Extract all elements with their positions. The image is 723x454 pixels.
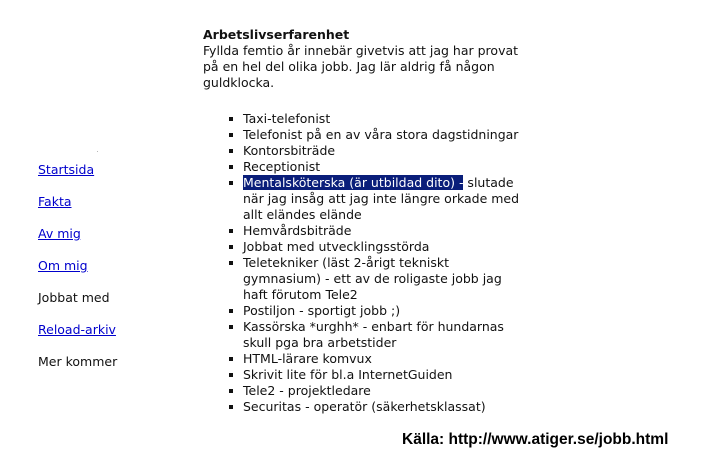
list-item (227, 239, 527, 255)
list-item (227, 127, 527, 143)
list-item (227, 367, 527, 383)
list-item (227, 159, 527, 175)
bullet-icon (229, 133, 233, 137)
list-item (227, 111, 527, 127)
list-item (227, 175, 527, 223)
list-item-text: HTML-lärare komvux (243, 351, 372, 366)
list-item-text: Kassörska *urghh* - enbart för hundarnas skull pga bra arbetstider (243, 319, 504, 350)
list-item (227, 351, 527, 367)
list-item-text: Postiljon - sportigt jobb ;) (243, 303, 401, 318)
nav-link-av-mig[interactable]: Av mig (38, 226, 81, 241)
nav-link-om-mig[interactable]: Om mig (38, 258, 88, 273)
list-item (227, 223, 527, 239)
bullet-icon (229, 165, 233, 169)
bullet-icon (229, 229, 233, 233)
list-item-text: Securitas - operatör (säkerhetsklassat) (243, 399, 486, 414)
nav-link-fakta[interactable]: Fakta (38, 194, 72, 209)
selected-text-highlight[interactable]: Mentalsköterska (är utbildad dito) - (243, 175, 464, 190)
nav-item-om-mig[interactable] (38, 258, 188, 290)
list-item-text: Telefonist på en av våra stora dagstidningar (243, 127, 519, 142)
bullet-icon (229, 309, 233, 313)
list-item (227, 319, 527, 351)
nav-item-av-mig[interactable] (38, 226, 188, 258)
bullet-icon (229, 117, 233, 121)
nav-item-jobbat-med (38, 290, 188, 322)
bullet-icon (229, 357, 233, 361)
list-item-text: Tele2 - projektledare (243, 383, 371, 398)
main-content (203, 27, 543, 91)
nav-item-startsida[interactable] (38, 162, 188, 194)
nav-text-mer-kommer: Mer kommer (38, 354, 118, 369)
bullet-icon (229, 149, 233, 153)
bullet-icon (229, 373, 233, 377)
intro-text: Fyllda femtio år innebär givetvis att jag har provat på en hel del olika jobb. Jag lär aldrig få någon guldklocka. (203, 43, 519, 90)
list-item-text: Hemvårdsbiträde (243, 223, 352, 238)
list-item-text: Receptionist (243, 159, 321, 174)
nav-item-mer-kommer (38, 354, 188, 386)
decorative-speck (97, 151, 98, 152)
list-item-text: slutade när jag insåg att jag inte längre orkade med allt eländes elände (243, 175, 520, 222)
bullet-icon (229, 325, 233, 329)
list-item-text: Teletekniker (läst 2-årigt tekniskt gymnasium) - ett av de roligaste jobb jag haft förutom Tele2 (243, 255, 502, 302)
list-item-text: Skrivit lite för bl.a InternetGuiden (243, 367, 453, 382)
list-item-text: Kontorsbiträde (243, 143, 336, 158)
source-caption: Källa: http://www.atiger.se/jobb.html (402, 431, 669, 448)
list-item (227, 255, 527, 303)
nav-current-jobbat-med: Jobbat med (38, 290, 110, 305)
bullet-icon (229, 261, 233, 265)
list-item (227, 303, 527, 319)
job-list (227, 111, 527, 415)
nav-link-startsida[interactable]: Startsida (38, 162, 95, 177)
list-item (227, 383, 527, 399)
page-heading: Arbetslivserfarenhet (203, 27, 350, 42)
left-navigation (38, 162, 188, 386)
bullet-icon (229, 245, 233, 249)
list-item (227, 399, 527, 415)
bullet-icon (229, 405, 233, 409)
bullet-icon (229, 181, 233, 185)
list-item-text: Jobbat med utvecklingsstörda (243, 239, 430, 254)
nav-link-reload-arkiv[interactable]: Reload-arkiv (38, 322, 116, 337)
nav-item-reload-arkiv[interactable] (38, 322, 188, 354)
list-item-text: Taxi-telefonist (243, 111, 331, 126)
bullet-icon (229, 389, 233, 393)
list-item (227, 143, 527, 159)
nav-item-fakta[interactable] (38, 194, 188, 226)
